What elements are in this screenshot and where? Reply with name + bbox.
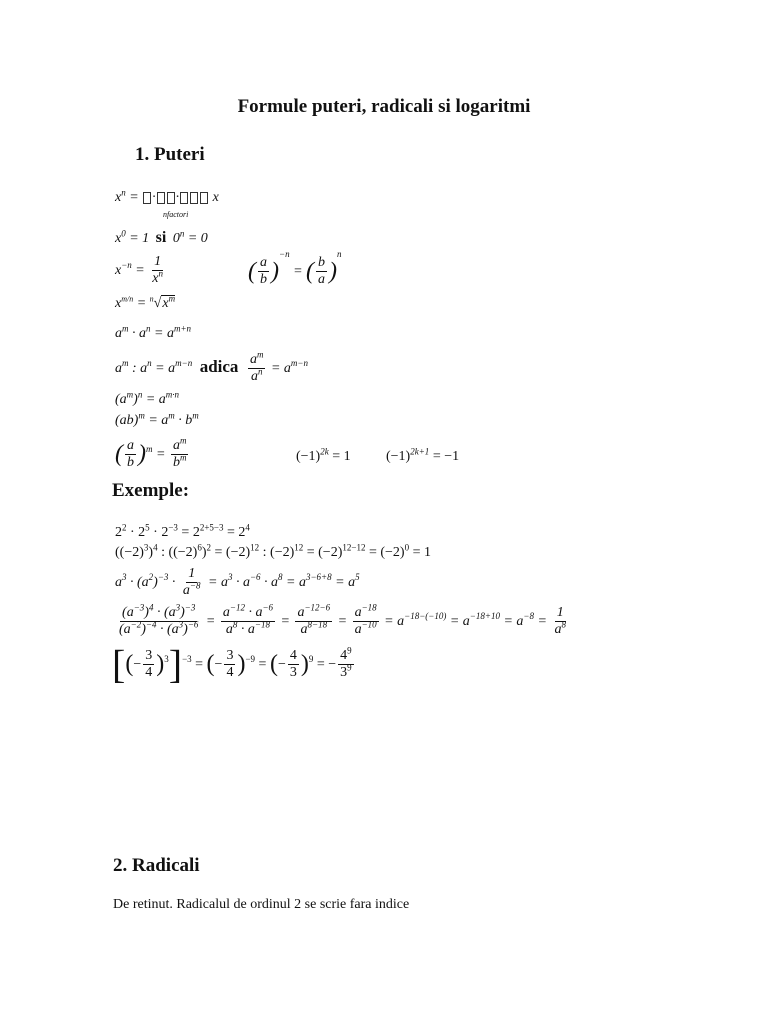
formula-rational-exponent: $x^{m/n} = ^n√x^m$	[115, 293, 176, 311]
formula-power-of-product: $(ab)^m = a^m \cdot b^m$	[115, 410, 199, 428]
formula-quotient-rule: $a^m$ : $a^n = a^{m-n}$ adica $\frac{a^m}{a^n}$ = $a^{m-n}$	[115, 349, 308, 385]
example-5: [(− $\frac{3}{4}$ )$^3$]$^{-3}$ = (− $\frac{3}{4}$ )$^{-9}$ = (− $\frac{4}{3}$ )$^9$ = − $\frac{4^9}{3^9}$	[112, 641, 352, 687]
formula-power-definition: $x^n$ = · · x nfactori	[115, 187, 219, 219]
formula-product-rule: $a^m \cdot a^n = a^{m+n}$	[115, 323, 192, 341]
example-2: $((-2)^3)^4$ : $((-2)^6)^2 = (-2)^{12}$ : $(-2)^{12} = (-2)^{12-12} = (-2)^0 = 1$	[115, 542, 431, 560]
section-radicali-heading: 2. Radicali	[113, 855, 200, 876]
formula-zero-power: $x^0 = 1$ si $0^n = 0$	[115, 228, 208, 246]
formula-fraction-negative-power: ( $\frac{a}{b}$ )$^{-n}$ = ( $\frac{b}{a}$ )$^n$	[248, 249, 342, 288]
word-adica: adica	[199, 356, 239, 376]
formula-power-of-quotient: ( $\frac{a}{b}$ )$^m$ = $\frac{a^m}{b^m}$	[115, 435, 187, 471]
examples-heading: Exemple:	[112, 480, 190, 501]
formula-negative-power: $x^{-n}$ = $\frac{1}{x^n}$	[115, 254, 163, 287]
formula-minus-one-even: $(-1)^{2k} = 1$	[296, 446, 351, 464]
section-puteri-heading: 1. Puteri	[135, 144, 205, 165]
formula-power-of-power: $(a^m)^n = a^{m\cdot n}$	[115, 389, 180, 407]
example-3: $a^3 \cdot (a^2)^{-3}$ · $\frac{1}{a^{-8}}$ = $a^3 \cdot a^{-6} \cdot a^8 = a^{3-6+8} = a^5$	[115, 566, 360, 599]
formula-minus-one-odd: $(-1)^{2k+1} = -1$	[386, 446, 460, 464]
word-si: si	[155, 229, 167, 246]
example-1: $2^2 \cdot 2^5 \cdot 2^{-3} = 2^{2+5-3} = 2^4$	[115, 522, 250, 540]
page-title: Formule puteri, radicali si logaritmi	[237, 96, 531, 117]
formula-underbrace-label: nfactori	[163, 210, 189, 219]
radicali-note: De retinut. Radicalul de ordinul 2 se scrie fara indice	[113, 897, 410, 912]
example-4: $\frac{(a^{-3})^4 \cdot (a^3)^{-3}}{(a^{-2})^{-4} \cdot (a^3)^{-6}}$ = $\frac{a^{-12} \cdot a^{-6}}{a^8 \cdot a^{-18}}$ = $\frac{a^{-12-6}}{a^{8-18}}$ = $\frac{a^{-18}}{a^{-10}}$ = $a^{-18-(-10)} = a^{-18+10} = a^{-8}$ = $\frac{1}{a^8}$	[119, 602, 566, 638]
